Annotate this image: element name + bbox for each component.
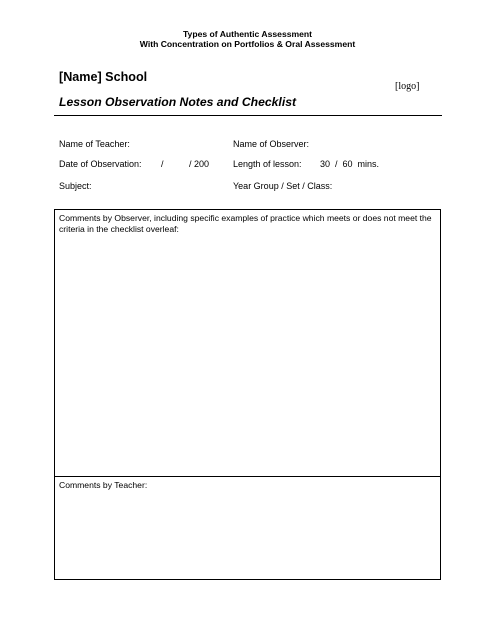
document-title: Lesson Observation Notes and Checklist xyxy=(59,95,297,109)
observer-comments-box[interactable] xyxy=(54,209,441,477)
date-separator-1: / xyxy=(161,159,164,169)
lesson-length-label: Length of lesson: xyxy=(233,159,302,169)
header-line-2: With Concentration on Portfolios & Oral Assessment xyxy=(139,39,356,49)
subject-label: Subject: xyxy=(59,181,92,191)
teacher-name-label: Name of Teacher: xyxy=(59,139,130,149)
teacher-comments-label: Comments by Teacher: xyxy=(59,480,148,490)
school-name: [Name] School xyxy=(59,70,148,84)
header-line-1: Types of Authentic Assessment xyxy=(182,29,313,39)
observer-comments-label: Comments by Observer, including specific examples of practice which meets or does not meet the criteria in the checklist overleaf: xyxy=(59,213,432,234)
observer-name-label: Name of Observer: xyxy=(233,139,310,149)
teacher-comments-box[interactable] xyxy=(54,476,441,580)
lesson-length-options: 30 / 60 mins. xyxy=(320,159,380,169)
date-separator-2: / 200 xyxy=(189,159,210,169)
logo-placeholder: [logo] xyxy=(395,81,420,92)
title-divider xyxy=(54,115,442,116)
year-group-label: Year Group / Set / Class: xyxy=(233,181,333,191)
observation-date-label: Date of Observation: xyxy=(59,159,142,169)
